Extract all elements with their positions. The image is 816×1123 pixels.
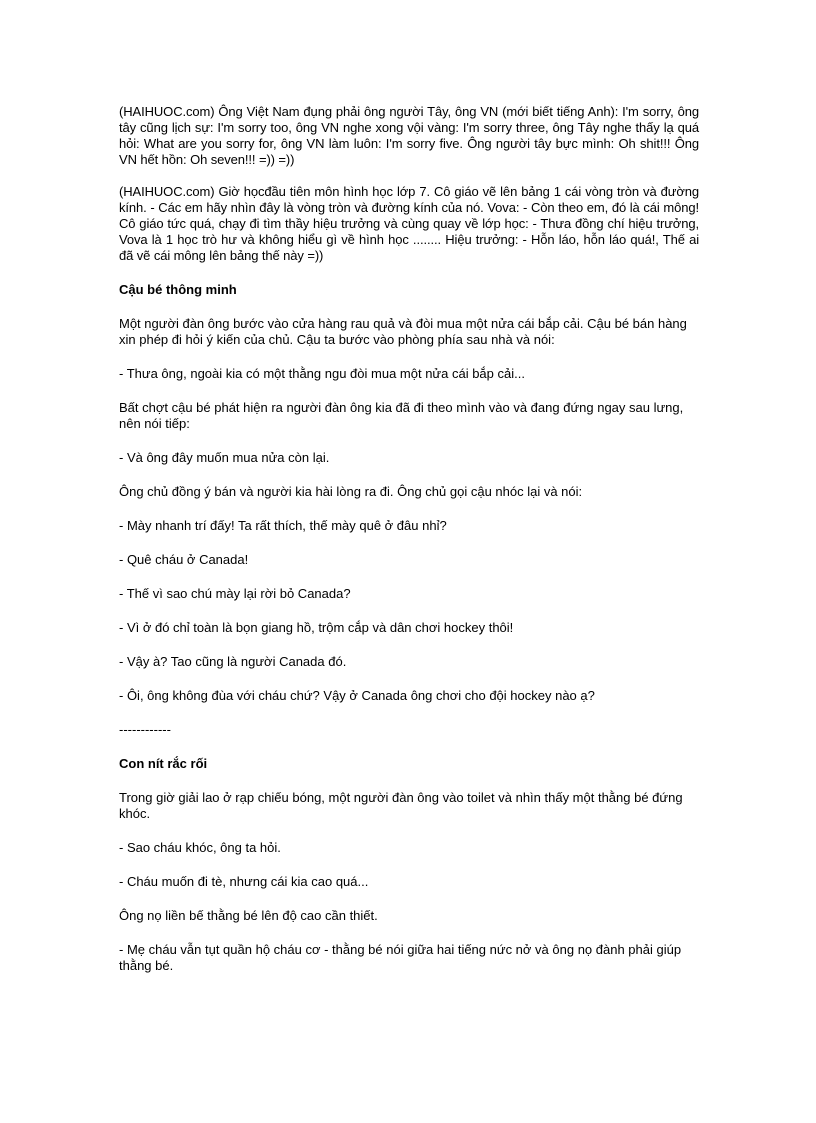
story-paragraph: Một người đàn ông bước vào cửa hàng rau quả và đòi mua một nửa cái bắp cải. Cậu bé bán hàng xin phép đi hỏi ý kiến của chủ. Cậu ta bước vào phòng phía sau nhà và nói: xyxy=(119,316,687,347)
story-paragraph: Ông nọ liền bế thằng bé lên độ cao cần thiết. xyxy=(119,908,378,923)
story-paragraph: - Vì ở đó chỉ toàn là bọn giang hồ, trộm cắp và dân chơi hockey thôi! xyxy=(119,620,514,635)
joke-paragraph: (HAIHUOC.com) Giờ họcđầu tiên môn hình học lớp 7. Cô giáo vẽ lên bảng 1 cái vòng tròn và đường kính. - Các em hãy nhìn đây là vòng tròn và đường kính của nó. Vova: - Còn theo em, đó là cái mông! Cô giáo tức quá, chạy đi tìm thầy hiệu trưởng và cùng quay về lớp học: - Thưa đồng chí hiệu trưởng, Vova là 1 học trò hư và không hiểu gì về hình học ........ Hiệu trưởng: - Hỗn láo, hỗn láo quá!, Thế ai đã vẽ cái mông lên bảng thế này =)) xyxy=(119,184,699,263)
story-paragraph: - Và ông đây muốn mua nửa còn lại. xyxy=(119,450,330,465)
story-paragraph: - Thưa ông, ngoài kia có một thằng ngu đòi mua một nửa cái bắp cải... xyxy=(119,366,525,381)
story-paragraph: Trong giờ giải lao ở rạp chiếu bóng, một người đàn ông vào toilet và nhìn thấy một thằng bé đứng khóc. xyxy=(119,790,683,821)
story-paragraph: - Mẹ cháu vẫn tụt quần hộ cháu cơ - thằng bé nói giữa hai tiếng nức nở và ông nọ đành phải giúp thằng bé. xyxy=(119,942,682,973)
story-paragraph: - Ôi, ông không đùa với cháu chứ? Vậy ở Canada ông chơi cho đội hockey nào ạ? xyxy=(119,688,595,703)
story-title: Con nít rắc rối xyxy=(119,756,208,771)
story-paragraph: - Vậy à? Tao cũng là người Canada đó. xyxy=(119,654,347,669)
separator: ------------ xyxy=(119,722,171,737)
story-paragraph: - Quê cháu ở Canada! xyxy=(119,552,249,567)
document-page xyxy=(119,104,699,992)
story-paragraph: Ông chủ đồng ý bán và người kia hài lòng ra đi. Ông chủ gọi cậu nhóc lại và nói: xyxy=(119,484,583,499)
story-paragraph: Bất chợt cậu bé phát hiện ra người đàn ông kia đã đi theo mình vào và đang đứng ngay sau lưng, nên nói tiếp: xyxy=(119,400,684,431)
story-paragraph: - Cháu muốn đi tè, nhưng cái kia cao quá... xyxy=(119,874,369,889)
story-paragraph: - Sao cháu khóc, ông ta hỏi. xyxy=(119,840,281,855)
joke-paragraph: (HAIHUOC.com) Ông Việt Nam đụng phải ông người Tây, ông VN (mới biết tiếng Anh): I'm sorry, ông tây cũng lịch sự: I'm sorry too, ông VN nghe xong vội vàng: I'm sorry three, ông Tây nghe thấy lạ quá hỏi: What are you sorry for, ông VN làm luôn: I'm sorry five. Ông người tây bực mình: Oh shit!!! Ông VN hết hồn: Oh seven!!! =)) =)) xyxy=(119,104,699,167)
story-paragraph: - Thế vì sao chú mày lại rời bỏ Canada? xyxy=(119,586,351,601)
story-title: Cậu bé thông minh xyxy=(119,282,237,297)
story-paragraph: - Mày nhanh trí đấy! Ta rất thích, thế mày quê ở đâu nhỉ? xyxy=(119,518,447,533)
